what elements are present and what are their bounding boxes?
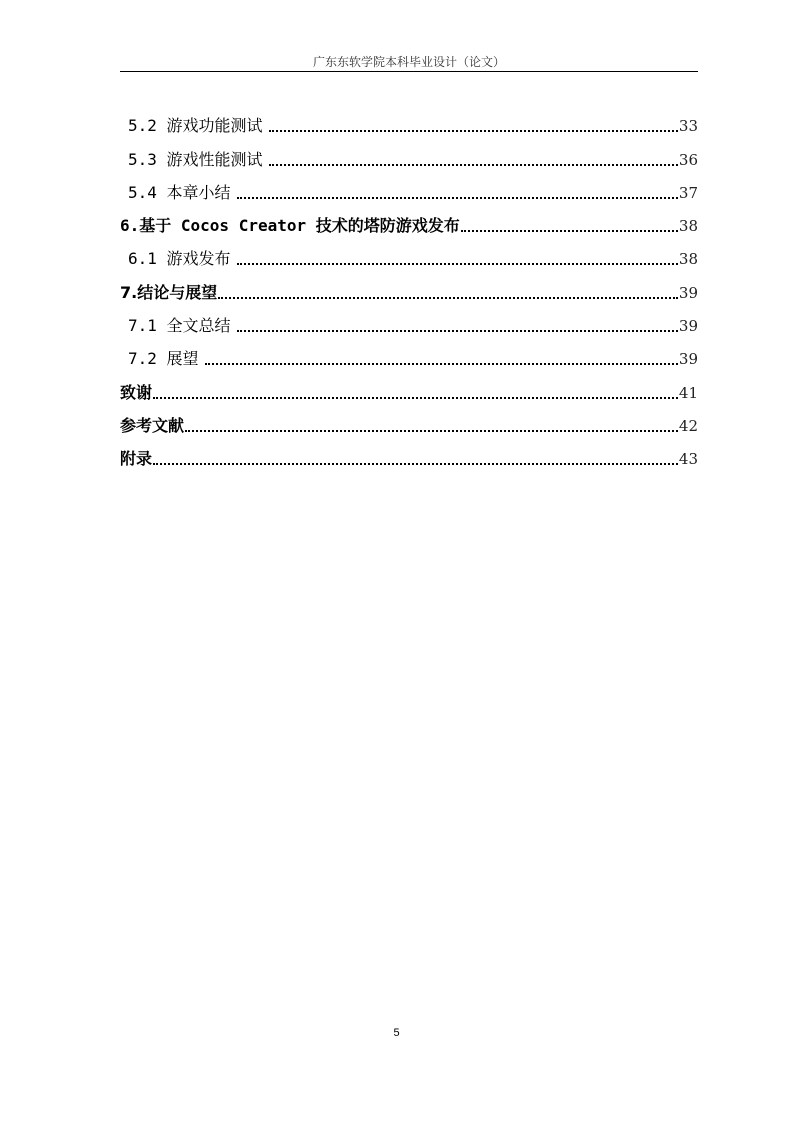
dot-leader — [237, 197, 678, 199]
dot-leader — [153, 463, 678, 465]
toc-chapter-entry[interactable] — [120, 370, 698, 403]
toc-chapter-entry[interactable] — [120, 204, 698, 237]
toc-entry-page: 42 — [678, 416, 698, 435]
toc-entry-page: 38 — [678, 217, 698, 236]
toc-entry[interactable] — [120, 237, 698, 270]
toc-entry-page: 38 — [678, 250, 698, 269]
toc-entry[interactable] — [120, 304, 698, 337]
toc-entry-label: 致谢 — [120, 382, 153, 402]
toc-entry-page: 39 — [678, 283, 698, 302]
toc-entry-label: 7.结论与展望 — [120, 282, 218, 302]
toc-entry-page: 33 — [678, 117, 698, 136]
toc-entry-label: 6.1 游戏发布 — [128, 249, 231, 269]
page-number: 5 — [393, 1027, 400, 1039]
toc-chapter-entry[interactable] — [120, 404, 698, 437]
toc-entry-label: 6.基于 Cocos Creator 技术的塔防游戏发布 — [120, 216, 460, 236]
dot-leader — [185, 430, 678, 432]
toc-entry-page: 36 — [678, 150, 698, 169]
dot-leader — [237, 330, 678, 332]
dot-leader — [237, 263, 678, 265]
toc-entry-page: 39 — [678, 350, 698, 369]
toc-chapter-entry[interactable] — [120, 270, 698, 303]
table-of-contents — [120, 104, 698, 470]
toc-chapter-entry[interactable] — [120, 437, 698, 470]
dot-leader — [205, 363, 678, 365]
toc-entry-label: 5.4 本章小结 — [128, 182, 231, 202]
header-rule — [120, 71, 698, 72]
toc-entry[interactable] — [120, 137, 698, 170]
toc-entry-page: 39 — [678, 317, 698, 336]
toc-entry-page: 37 — [678, 183, 698, 202]
toc-entry-page: 43 — [678, 450, 698, 469]
toc-entry-label: 5.2 游戏功能测试 — [128, 116, 263, 136]
toc-entry[interactable] — [120, 104, 698, 137]
toc-entry-label: 7.2 展望 — [128, 349, 199, 369]
toc-entry-label: 附录 — [120, 449, 153, 469]
dot-leader — [269, 130, 678, 132]
dot-leader — [461, 230, 678, 232]
dot-leader — [218, 297, 678, 299]
toc-entry-label: 参考文献 — [120, 415, 185, 435]
dot-leader — [269, 164, 678, 166]
toc-entry-page: 41 — [678, 383, 698, 402]
toc-entry-label: 7.1 全文总结 — [128, 316, 231, 336]
toc-entry[interactable] — [120, 171, 698, 204]
page-header: 广东东软学院本科毕业设计（论文） — [312, 55, 505, 69]
dot-leader — [153, 397, 678, 399]
toc-entry-label: 5.3 游戏性能测试 — [128, 149, 263, 169]
toc-entry[interactable] — [120, 337, 698, 370]
